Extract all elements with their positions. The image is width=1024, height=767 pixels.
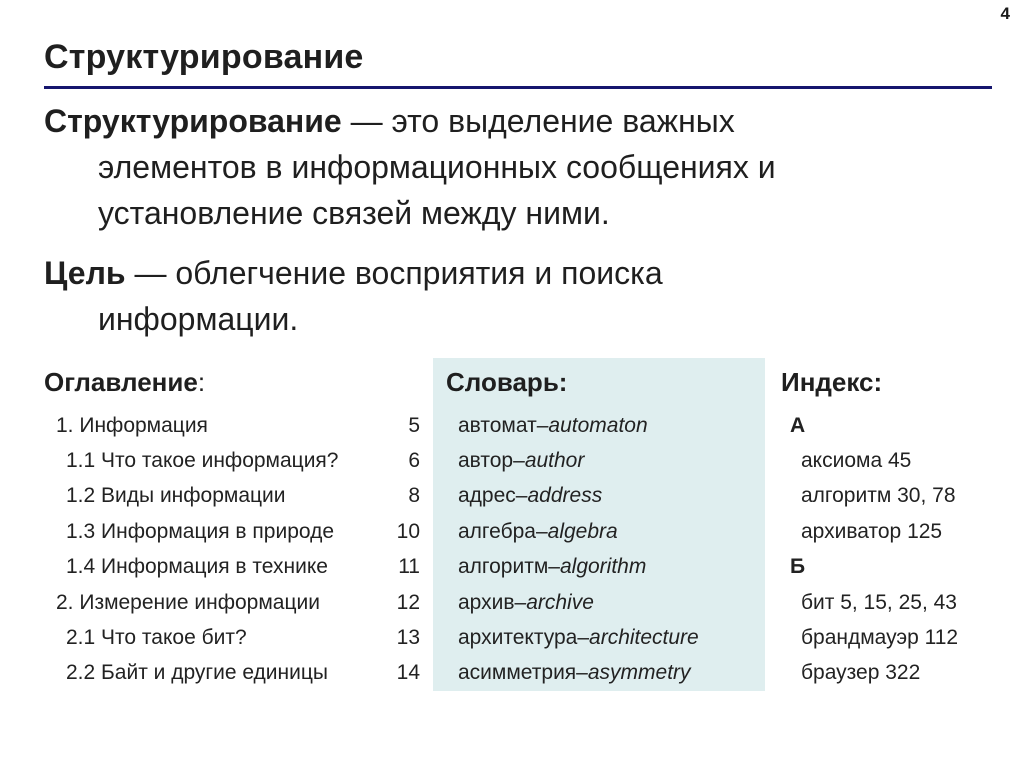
index-entry: бит 5, 15, 25, 43 [801, 590, 957, 614]
dictionary-entry [458, 550, 758, 585]
index-entry: алгоритм 30, 78 [801, 484, 956, 508]
toc-item-page: 5 [408, 413, 420, 437]
index-heading: Индекс: [781, 367, 883, 397]
dictionary-separator: – [577, 626, 590, 650]
dictionary-separator: – [514, 590, 527, 614]
definition-paragraph [44, 98, 994, 236]
toc-item [44, 550, 420, 585]
table-of-contents [44, 408, 420, 691]
goal-text-line2: информации. [98, 301, 299, 337]
definition-dash: — [341, 103, 392, 139]
dictionary-entry [458, 479, 758, 514]
dictionary-heading: Словарь: [446, 367, 568, 397]
index-entry: брандмауэр 112 [801, 626, 959, 650]
title-underline [44, 86, 992, 89]
page-number: 4 [1000, 4, 1010, 23]
index-letter: Б [790, 555, 806, 579]
toc-heading-text: Оглавление [44, 367, 198, 397]
dictionary-term-ru: автор [458, 449, 514, 473]
dictionary-term-en: archive [526, 590, 594, 614]
dictionary-term-ru: асимметрия [458, 661, 577, 685]
toc-item-page: 8 [408, 484, 420, 508]
index-list [780, 408, 1010, 691]
dictionary-term-en: automaton [548, 413, 648, 437]
toc-item-label: 1.4 Информация в технике [66, 555, 328, 579]
toc-item-label: 2.2 Байт и другие единицы [66, 661, 328, 685]
goal-paragraph [44, 250, 994, 342]
toc-item-page: 12 [396, 590, 420, 614]
dictionary-separator: – [513, 449, 525, 473]
dictionary-separator: – [536, 413, 549, 437]
toc-item-page: 11 [398, 555, 420, 579]
dictionary-term-ru: адрес [458, 484, 516, 508]
dictionary-entry [458, 514, 758, 549]
dictionary-entry [458, 443, 758, 478]
toc-item [44, 514, 420, 549]
dictionary-term-en: algorithm [559, 555, 647, 579]
dictionary-term-ru: алгебра [458, 519, 536, 543]
toc-item-page: 10 [396, 519, 420, 543]
toc-item-label: 1.2 Виды информации [66, 484, 286, 508]
dictionary-separator: – [515, 484, 528, 508]
dictionary-term-ru: архив [458, 590, 515, 614]
index-letter: А [790, 413, 806, 437]
toc-heading-colon: : [197, 367, 206, 397]
toc-item [44, 656, 420, 691]
dictionary-term-en: asymmetry [587, 661, 691, 685]
goal-term: Цель [44, 255, 126, 291]
toc-item-label: 2.1 Что такое бит? [66, 626, 247, 650]
toc-item [44, 408, 420, 443]
dictionary-entry [458, 408, 758, 443]
toc-heading [44, 367, 205, 398]
dictionary-term-ru: автомат [458, 413, 537, 437]
index-entry: браузер 322 [801, 661, 921, 685]
toc-item-label: 1. Информация [56, 413, 208, 437]
index-entry: архиватор 125 [801, 519, 943, 543]
toc-item-page: 6 [408, 449, 420, 473]
toc-item-label: 1.3 Информация в природе [66, 519, 335, 543]
dictionary-entry [458, 620, 758, 655]
dictionary-term-en: architecture [589, 626, 699, 650]
toc-item [44, 620, 420, 655]
dictionary-separator: – [548, 555, 560, 579]
definition-text-line1: это выделение важных [391, 103, 735, 139]
dictionary-separator: – [576, 661, 588, 685]
dictionary-term-en: algebra [547, 519, 618, 543]
goal-text-line1: — облегчение восприятия и поиска [125, 255, 663, 291]
definition-term: Структурирование [44, 103, 342, 139]
dictionary-entry [458, 585, 758, 620]
toc-item-page: 13 [396, 626, 420, 650]
definition-text-line2: элементов в информационных сообщениях и [98, 149, 776, 185]
definition-text-line3: установление связей между ними. [98, 195, 610, 231]
dictionary-list [458, 408, 758, 691]
dictionary-term-en: address [527, 484, 603, 508]
toc-item [44, 443, 420, 478]
toc-item-label: 1.1 Что такое информация? [66, 449, 339, 473]
index-entry: аксиома 45 [801, 449, 912, 473]
toc-item-page: 14 [396, 661, 420, 685]
dictionary-term-ru: архитектура [458, 626, 578, 650]
toc-item [44, 585, 420, 620]
slide-title: Структурирование [44, 38, 364, 76]
toc-item [44, 479, 420, 514]
toc-item-label: 2. Измерение информации [56, 590, 320, 614]
dictionary-separator: – [535, 519, 548, 543]
dictionary-entry [458, 656, 758, 691]
dictionary-term-ru: алгоритм [458, 555, 549, 579]
dictionary-term-en: author [524, 449, 585, 473]
